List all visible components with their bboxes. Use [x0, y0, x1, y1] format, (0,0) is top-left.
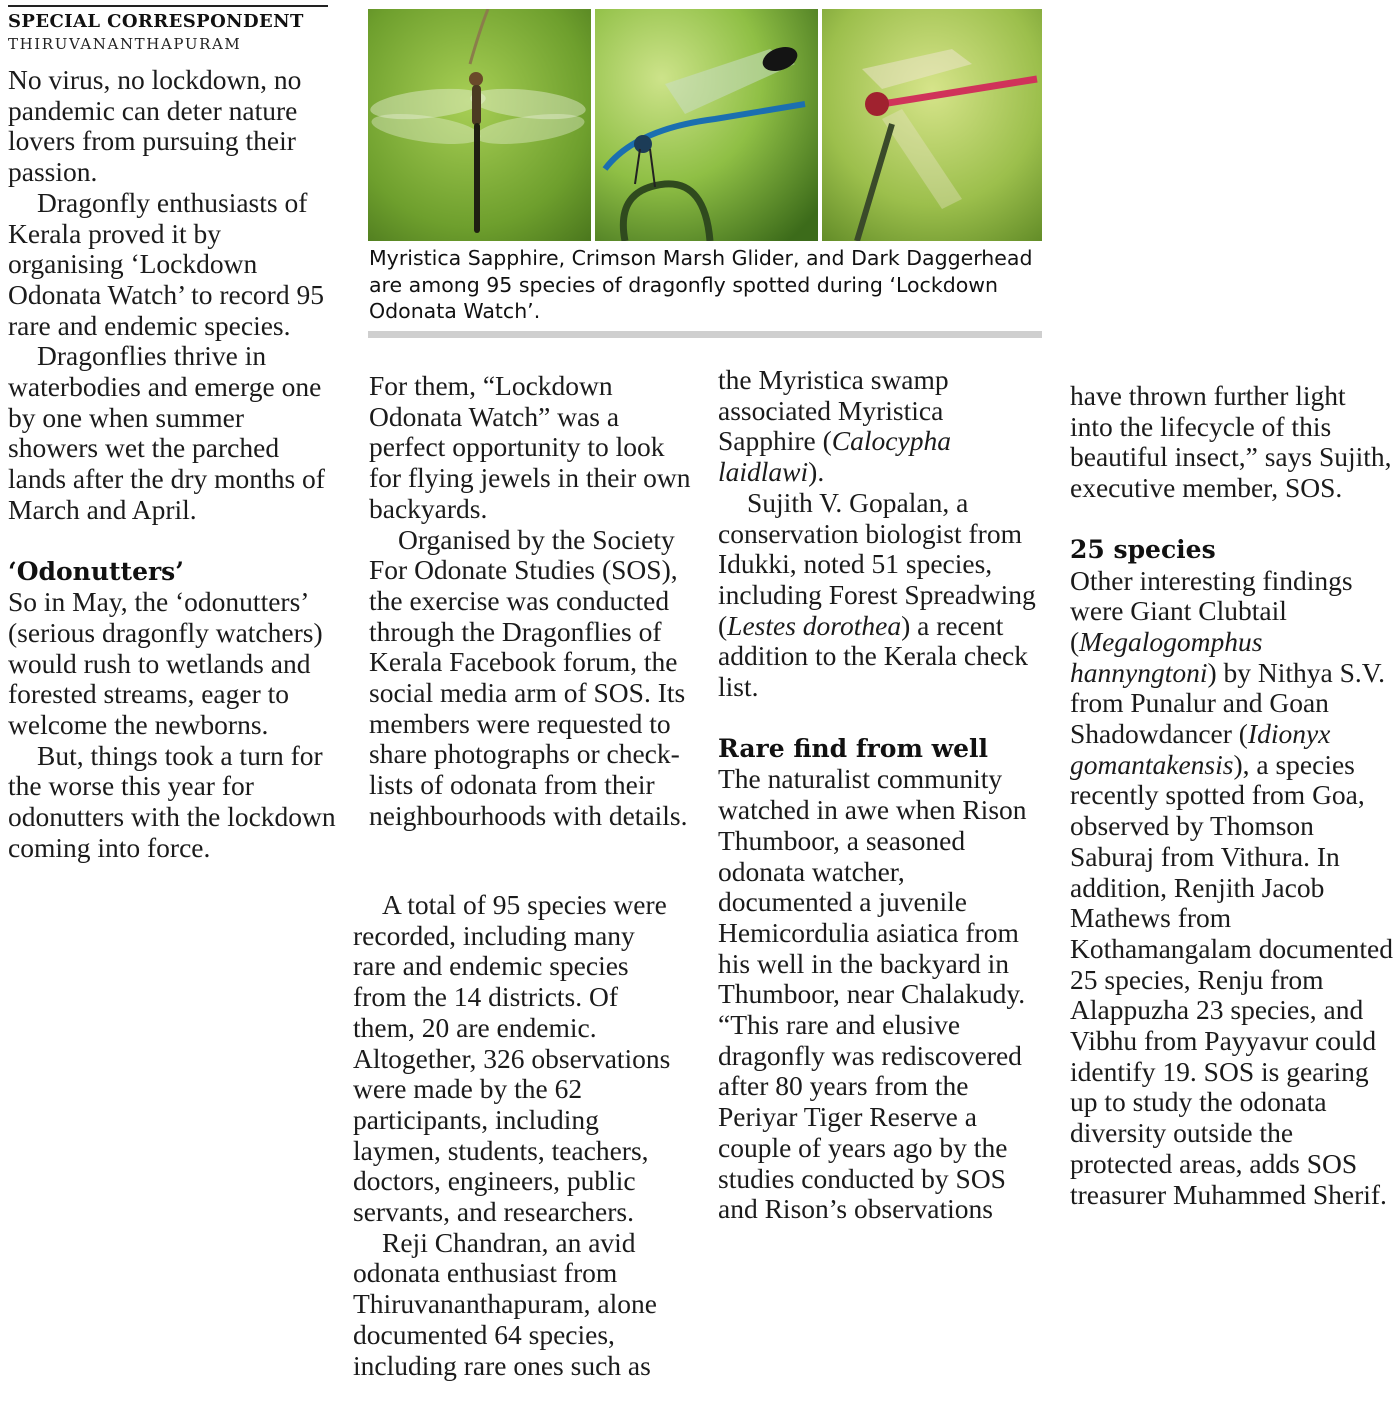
paragraph: No virus, no lockdown, no pandemic can deter nature lovers from pursuing their passion.	[8, 64, 302, 188]
paragraph: The naturalist community watched in awe when Rison Thumboor, a seasoned odonata watcher, documented a juvenile Hemicordulia asiatica from his well in the backyard in Thumboor, near Chalakudy. “This rare and elusive dragonfly was rediscovered after 80 years from the Periyar Tiger Reserve a couple of years ago by the studies conducted by SOS and Rison’s observations	[718, 763, 1027, 1225]
paragraph: For them, “Lockdown Odonata Watch” was a perfect opportunity to look for flying jewels in their own backyards.	[369, 370, 691, 524]
photo-caption: Myristica Sapphire, Crimson Marsh Glider, and Dark Daggerhead are among 95 species of dragonfly spotted during ‘Lockdown Odonata Watch’.	[369, 246, 1033, 323]
paragraph: Dragonfly enthusiasts of Kerala proved it by organising ‘Lockdown Odonata Watch’ to record 95 rare and endemic species.	[8, 186, 324, 341]
paragraph: Reji Chandran, an avid odonata enthusiast from Thiruvananthapuram, alone documented 64 species, including rare ones such as	[353, 1226, 657, 1381]
paragraph: Other interesting findings were Giant Clubtail (Megalogomphus hannyngtoni) by Nithya S.V. from Punalur and Goan Shadowdancer (Idionyx gomantakensis), a species recently spotted from Goa, observed by Thomson Saburaj from Vithura. In addition, Renjith Jacob Mathews from Kothamangalam documented 25 species, Renju from Alappuzha 23 species, and Vibhu from Payyavur could identify 19. SOS is gearing up to study the odonata diversity outside the protected areas, adds SOS treasurer Muhammed Sherif.	[1070, 564, 1394, 1210]
paragraph: Sujith V. Gopalan, a conservation biologist from Idukki, noted 51 species, including Forest Spreadwing (Lestes dorothea) a recent addition to the Kerala check list.	[718, 486, 1036, 703]
subhead-odonutters: ‘Odonutters’	[8, 556, 184, 586]
paragraph: A total of 95 species were recorded, including many rare and endemic species from the 14 districts. Of them, 20 are endemic. Altogether, 326 observations were made by the 62 participants, including laymen, students, teachers, doctors, engineers, public servants, and researchers.	[353, 889, 671, 1228]
paragraph: Dragonflies thrive in waterbodies and emerge one by one when summer showers wet the parched lands after the dry months of March and April.	[8, 340, 325, 525]
column-2-top	[369, 371, 699, 832]
photo-myristica-sapphire	[368, 9, 591, 241]
subhead-rare-find: Rare find from well	[718, 733, 989, 763]
column-4	[1070, 381, 1395, 1210]
paragraph: the Myristica swamp associated Myristica Sapphire (Calocypha laidlawi).	[718, 364, 951, 488]
column-2-bottom	[353, 890, 683, 1381]
byline-author: SPECIAL CORRESPONDENT	[8, 5, 328, 32]
paragraph: So in May, the ‘odonutters’ (serious dragonfly watchers) would rush to wetlands and forested streams, eager to welcome the newborns.	[8, 586, 323, 741]
byline	[8, 5, 328, 53]
column-1	[8, 65, 338, 864]
photo-dark-daggerhead	[822, 9, 1042, 241]
byline-place: THIRUVANANTHAPURAM	[8, 35, 242, 53]
paragraph: Organised by the Society For Odonate Studies (SOS), the exercise was conducted through the Dragonflies of Kerala Facebook forum, the social media arm of SOS. Its members were requested to share photographs or check-lists of odonata from their neighbourhoods with details.	[369, 523, 688, 831]
paragraph: But, things took a turn for the worse this year for odonutters with the lockdown coming into force.	[8, 739, 336, 863]
caption-divider	[368, 331, 1042, 338]
subhead-25-species: 25 species	[1070, 534, 1216, 564]
column-3	[718, 365, 1036, 1225]
photo-crimson-marsh-glider	[595, 9, 818, 241]
paragraph: have thrown further light into the lifecycle of this beautiful insect,” says Sujith, executive member, SOS.	[1070, 380, 1392, 504]
